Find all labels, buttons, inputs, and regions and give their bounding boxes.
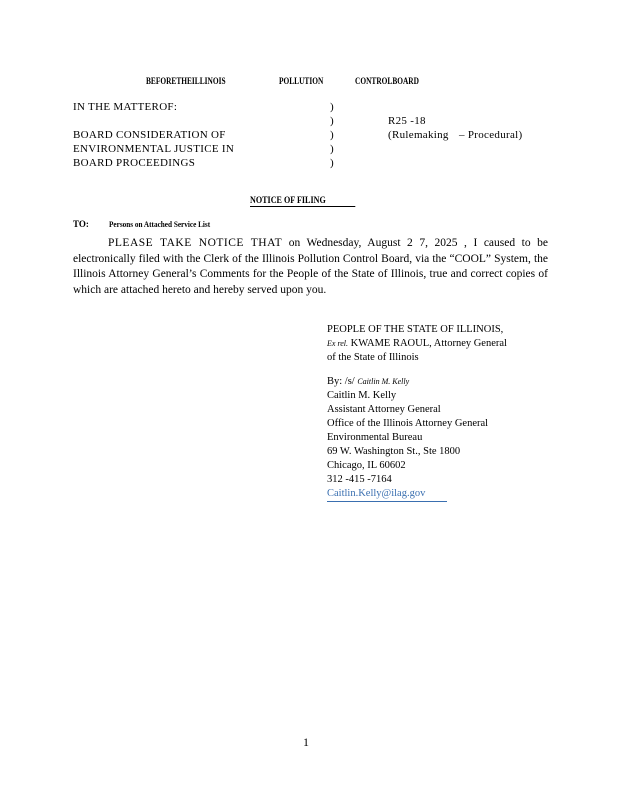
sig-electronic-signature: Caitlin M. Kelly [357,377,410,386]
notice-body-paragraph [73,236,548,298]
caption-paren: ) [330,157,334,169]
sig-ex-rel: Ex rel. [327,339,349,348]
sig-of-the-state: of the State of Illinois [327,352,419,363]
board-proceedings-line: BOARD PROCEEDINGS [73,157,196,169]
sig-email-link[interactable]: Caitlin.Kelly@ilag.gov [327,487,447,502]
caption-paren: ) [330,129,334,141]
environmental-justice-line: ENVIRONMENTAL JUSTICE IN [73,143,235,155]
sig-by-label: By: /s/ [327,376,355,387]
sig-phone: 312 -415 -7164 [327,474,392,485]
caption-paren: ) [330,101,334,113]
signature-block [327,323,547,502]
sig-kwame-raoul: KWAME RAOUL, Attorney General [350,338,507,349]
sig-city: Chicago, IL 60602 [327,460,406,471]
sig-address: 69 W. Washington St., Ste 1800 [327,446,461,457]
header-pollution: POLLUTION [279,76,324,86]
sig-title: Assistant Attorney General [327,404,441,415]
rulemaking-label: (Rulemaking [388,129,449,141]
sig-name: Caitlin M. Kelly [327,390,397,401]
notice-body-text: on Wednesday, August 2 7, 2025 , I caused to be electronically filed with the Clerk of the Illinois Pollution Control Board, via the “COOL” System, the Illinois Attorney General’s Comments for the People of the State of Illinois, true and correct copies of which are attached hereto and hereby served upon you. [73,237,548,296]
procedural-label: – Procedural) [459,129,523,141]
sig-bureau: Environmental Bureau [327,432,423,443]
header-before-the-illinois: BEFORETHEILLINOIS [146,76,226,86]
docket-number: R25 -18 [388,115,426,127]
header-control-board: CONTROLBOARD [355,76,419,86]
in-the-matter-of: IN THE MATTEROF: [73,101,178,113]
notice-of-filing-title: NOTICE OF FILING [250,195,355,207]
caption-paren: ) [330,115,334,127]
caption-paren: ) [330,143,334,155]
page-number: 1 [303,735,309,749]
to-recipients: Persons on Attached Service List [109,219,211,229]
notice-body-lead: PLEASE TAKE NOTICE THAT [108,237,283,249]
sig-ex-rel-line [327,337,547,351]
sig-office: Office of the Illinois Attorney General [327,418,489,429]
sig-people: PEOPLE OF THE STATE OF ILLINOIS, [327,324,504,335]
to-label: TO: [73,219,89,229]
sig-by-line [327,375,547,389]
board-consideration-line: BOARD CONSIDERATION OF [73,129,226,141]
sig-email-line [327,487,547,502]
